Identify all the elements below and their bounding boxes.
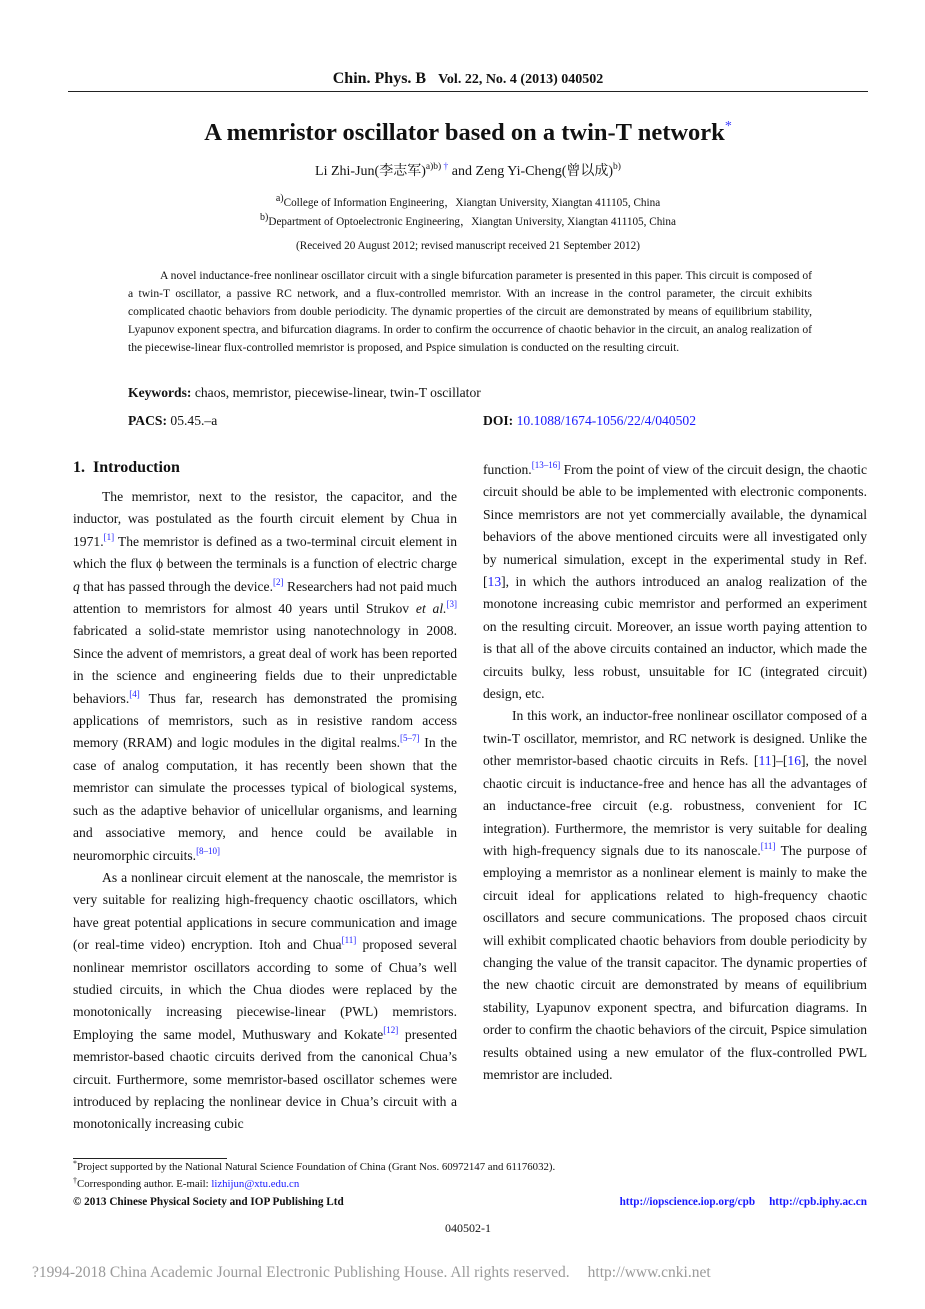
- text: In the case of analog computation, it has recently been shown that the memristor can simulate the processes typical of biological systems, such as the adaptive behavior of unicellular organisms, and learning and associative memory, and hence could be available in neuromorphic circuits.: [73, 735, 457, 863]
- text: that has passed through the device.: [79, 578, 273, 594]
- title-text: A memristor oscillator based on a twin-T network: [204, 119, 725, 146]
- journal-urls: [620, 1196, 867, 1208]
- math-var: q: [73, 578, 80, 594]
- author-1-affil: a)b): [425, 162, 442, 172]
- watermark-url: http://www.cnki.net: [587, 1264, 711, 1281]
- received-dates: (Received 20 August 2012; revised manuscript received 21 September 2012): [296, 240, 640, 252]
- paragraph: [483, 705, 867, 1086]
- journal-url-iphy[interactable]: http://cpb.iphy.ac.cn: [769, 1196, 867, 1208]
- text: The memristor is defined as a two-terminal circuit element in which the flux ϕ between the terminals is a function of electric charge: [73, 533, 457, 572]
- footnote-marker: *: [73, 1159, 77, 1168]
- affiliation-text: College of Information Engineering，Xiangtan University, Xiangtan 411105, China: [283, 197, 661, 209]
- section-heading: [73, 459, 180, 477]
- journal-url-iop[interactable]: http://iopscience.iop.org/cpb: [619, 1196, 756, 1208]
- footnote-rule: [73, 1158, 227, 1159]
- running-header: [68, 70, 868, 88]
- body-column-right: [483, 459, 867, 1086]
- text: function.: [483, 462, 532, 477]
- text: ], the novel chaotic circuit is inductance-free and hence has all the advantages of an inductance-free circuit (e.g. robustness, convenient for IC integration). Furthermore, the memristor is very suitable for dealing with high-frequency signals due to its nanoscale.: [483, 753, 868, 858]
- author-2-affil: b): [613, 162, 621, 172]
- corresponding-author-marker[interactable]: †: [443, 162, 449, 172]
- footnote-text: Corresponding author. E-mail:: [77, 1178, 212, 1190]
- author-1: Li Zhi-Jun(李志军): [315, 164, 426, 179]
- footnote-text: Project supported by the National Natural Science Foundation of China (Grant Nos. 60972147 and 61176032).: [77, 1161, 556, 1173]
- keywords-label: Keywords:: [128, 385, 192, 400]
- pacs-label: PACS:: [128, 413, 168, 428]
- citation-link[interactable]: [2]: [273, 576, 284, 587]
- citation-link[interactable]: 16: [787, 753, 802, 769]
- paragraph: [483, 459, 867, 705]
- copyright: © 2013 Chinese Physical Society and IOP Publishing Ltd: [73, 1196, 344, 1208]
- text: ]–[: [771, 753, 788, 769]
- body-column-left: [73, 486, 457, 1136]
- keywords-value: chaos, memristor, piecewise-linear, twin-T oscillator: [194, 385, 481, 400]
- paragraph: [73, 867, 457, 1136]
- citation-link[interactable]: [13–16]: [531, 460, 561, 470]
- affiliation-text: Department of Optoelectronic Engineering，Xiangtan University, Xiangtan 411105, China: [268, 216, 676, 228]
- page-number: 040502-1: [445, 1221, 491, 1235]
- citation-link[interactable]: [5–7]: [400, 733, 420, 744]
- citation-link[interactable]: [3]: [446, 599, 457, 610]
- text: Researchers had not paid much attention to memristors for almost 40 years until Strukov: [73, 578, 458, 617]
- author-conjunction: and: [451, 164, 473, 179]
- journal-name: Chin. Phys. B: [332, 70, 427, 87]
- affiliation-label: b): [260, 212, 269, 223]
- citation-link[interactable]: [1]: [103, 531, 115, 542]
- footnote-marker: †: [73, 1176, 77, 1185]
- text: presented memristor-based chaotic circuits derived from the canonical Chua’s circuit. Furthermore, some memristor-based oscillator schemes were introduced by replacing the nonlinear device in Chua’s circuit with a monotonically increasing cubic: [73, 1026, 457, 1132]
- watermark-text: ?1994-2018 China Academic Journal Electronic Publishing House. All rights reserved.: [32, 1264, 570, 1281]
- text: fabricated a solid-state memristor using nanotechnology in 2008. Since the advent of memristors, a great deal of work has been reported in the science and engineering fields due to their unpredictable behaviors.: [73, 623, 457, 706]
- doi-label: DOI:: [483, 413, 514, 428]
- cnki-watermark: [32, 1264, 711, 1282]
- header-rule: [68, 91, 868, 92]
- keywords: [128, 385, 481, 401]
- author-2: Zeng Yi-Cheng(曾以成): [475, 164, 614, 179]
- title-footnote-marker[interactable]: *: [724, 119, 732, 134]
- doi: [483, 413, 696, 429]
- text: As a nonlinear circuit element at the nanoscale, the memristor is very suitable for realizing high-frequency chaotic oscillators, which have great potential applications in secure communication and image (or real-time video) encryption. Itoh and Chua: [73, 869, 457, 953]
- citation-link[interactable]: [11]: [341, 935, 357, 946]
- pacs: [128, 413, 217, 429]
- citation-link[interactable]: [8–10]: [196, 845, 221, 856]
- et-al: et al.: [415, 601, 447, 617]
- affiliation-label: a): [275, 193, 284, 204]
- citation-link[interactable]: 11: [758, 753, 772, 769]
- text: proposed several nonlinear memristor oscillators according to some of Chua’s well studied circuits, in which the Chua diodes were replaced by the monotonically increasing piecewise-linear (PWL) memristors. Employing the same model, Muthuswary and Kokate: [73, 937, 457, 1042]
- affiliation-b: [68, 213, 868, 229]
- doi-link[interactable]: 10.1088/1674-1056/22/4/040502: [516, 413, 696, 428]
- footnote-corresponding: [73, 1178, 299, 1190]
- section-number: 1.: [73, 459, 85, 476]
- paragraph: [73, 486, 457, 867]
- citation-link[interactable]: 13: [487, 574, 502, 590]
- affiliation-a: [68, 194, 868, 210]
- abstract: A novel inductance-free nonlinear oscillator circuit with a single bifurcation parameter is presented in this paper. This circuit is composed of a twin-T oscillator, a passive RC network, and a flux-controlled memristor. With an increase in the control parameter, the circuit exhibits complicated chaotic behaviors from double periodicity. The dynamic properties of the circuit are demonstrated by means of equilibrium stability, Lyapunov exponent spectra, and bifurcation diagrams. In order to confirm the occurrence of chaotic behavior in the circuit, an analog realization of the piecewise-linear flux-controlled memristor is proposed, and Pspice simulation is conducted on the resulting circuit.: [128, 269, 812, 355]
- footnote-funding: [73, 1161, 555, 1173]
- text: Thus far, research has demonstrated the promising applications of memristors, such as in resistive random access memory (RRAM) and logic modules in the digital realms.: [73, 690, 457, 751]
- volume-info: Vol. 22, No. 4 (2013) 040502: [438, 72, 604, 87]
- paper-title: [68, 119, 868, 147]
- author-list: [68, 160, 868, 180]
- text: ], in which the authors introduced an analog realization of the monotone increasing cubic memristor and performed an experiment on the resulting circuit. Moreover, an issue worth paying attention to is that all of the above circuits contained an inductor, which made the circuits bulky, less robust, unsuitable for IC (integrated circuit) design, etc.: [483, 574, 867, 702]
- citation-link[interactable]: [4]: [129, 688, 140, 699]
- section-title: Introduction: [93, 459, 180, 476]
- text: The purpose of employing a memristor as a nonlinear element is mainly to make the circuit ideal for applications related to high-frequency chaotic oscillators and secure communications. The proposed chaos circuit will exhibit complicated chaotic behaviors from double periodicity by changing the value of the transit capacitor. The dynamic properties of the new chaotic circuit are demonstrated by means of equilibrium stability, Lyapunov exponent spectra, and bifurcation diagrams. In order to confirm the chaotic behaviors of the circuit, Pspice simulation results obtained using a new emulator of the flux-controlled PWL memristor are included.: [483, 842, 867, 1082]
- text: From the point of view of the circuit design, the chaotic circuit should be able to be implemented with electronic components. Since memristors are not yet commercially available, the dynamical behaviors of the above mentioned circuits were all investigated only by numerical simulation, except in the experimental study in Ref. [: [483, 462, 867, 590]
- text: In this work, an inductor-free nonlinear oscillator composed of a twin-T oscillator, memristor, and RC network is designed. Unlike the other memristor-based chaotic circuits in Refs. [: [483, 708, 867, 769]
- citation-link[interactable]: [11]: [760, 840, 776, 851]
- citation-link[interactable]: [12]: [383, 1024, 399, 1035]
- text: The memristor, next to the resistor, the capacitor, and the inductor, was postulated as the fourth circuit element by Chua in 1971.: [73, 489, 457, 549]
- pacs-value: 05.45.–a: [170, 413, 218, 428]
- email-link[interactable]: lizhijun@xtu.edu.cn: [211, 1178, 300, 1190]
